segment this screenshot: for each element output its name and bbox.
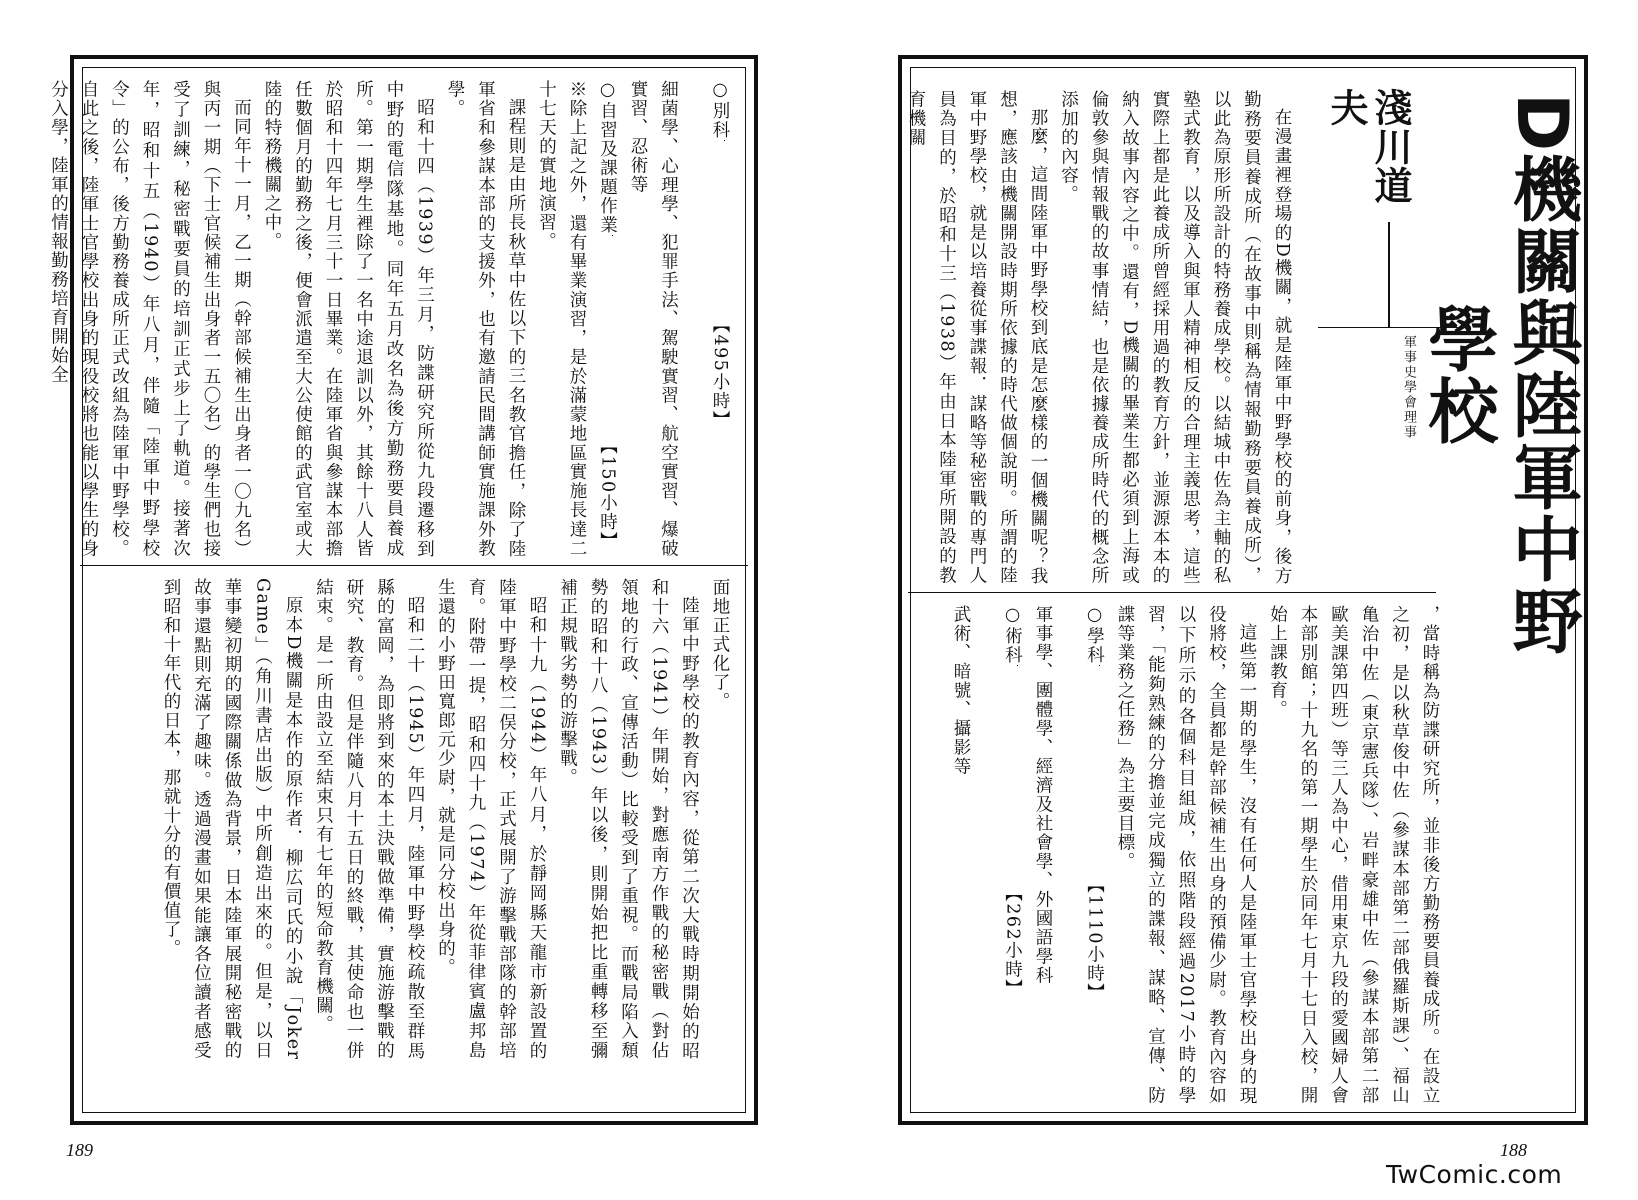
paragraph: 這些第一期的學生，沒有任何人是陸軍士官學校出身的現役將校，全員都是幹部候補生出身的預備少尉。教育內容如以下所示的各個科目組成，依照階段經過2017小時的學習，「能夠熟練的分擔並完成獨立的諜報、謀略、宣傳、防諜等業務之任務」為主要目標。 (1115, 605, 1257, 1105)
subject-rule (724, 140, 725, 316)
author-name: 淺川道夫 (1324, 88, 1412, 205)
subject-jutsuka (946, 605, 1028, 1105)
subject-content: 武術、暗號、攝影等 (951, 605, 971, 776)
paragraph: 在漫畫裡登場的D機關，就是陸軍中野學校的前身，後方勤務要員養成所（在故事中則稱為情報勤務要員養成所），以此為原形所設計的特務養成學校。以結城中佐為主軸的私塾式教育，以及導入與軍人精神相反的合理主義思考，這些實際上都是此養成所曾經採用過的教育方針，並源源本本的納入故事內容之中。還有，D機關的畢業生都必須到上海或倫敦參與情報戰的故事情結，也是依據養成所時代的概念所添加的內容。 (1058, 90, 1292, 585)
paragraph: 那麼，這間陸軍中野學校到底是怎麼樣的一個機關呢？我想，應該由機關開設時期所依據的時代做個說明。所謂的陸軍中野學校，就是以培養從事諜報．謀略等秘密戰的專門人員為目的，於昭和十三（1938）年由日本陸軍所開設的教育機關 (906, 90, 1048, 585)
subject-bekka (623, 80, 736, 558)
page-number-left: 189 (66, 1140, 93, 1160)
site-watermark: TwComic.com (1386, 1160, 1563, 1189)
subject-self-study (592, 80, 623, 558)
subject-label: ○學科 (1084, 605, 1105, 665)
paragraph: 面地正式化了。 (710, 578, 730, 711)
page-number-right: 188 (1500, 1140, 1527, 1160)
author-rule (1388, 222, 1390, 327)
left-page-lower-text (95, 578, 735, 1060)
right-page-upper-text (906, 90, 1297, 585)
author-title: 軍事史學會理事 (1401, 335, 1416, 440)
subject-gakka (1028, 605, 1110, 1105)
page-title: D機關與陸軍中野學校 (1417, 92, 1583, 658)
right-page-lower-text (925, 605, 1445, 1105)
subject-hours: 【1110小時】 (1084, 875, 1105, 1003)
left-page-upper-text (48, 80, 735, 558)
subject-content: 軍事學、團體學、經濟及社會學、外國語學科 (1033, 605, 1053, 985)
subject-hours: 【262小時】 (1002, 884, 1023, 999)
subject-label: ○自習及課題作業 (597, 80, 618, 235)
subject-rule (1099, 665, 1100, 876)
paragraph: 而同年十一月，乙一期（幹部候補生出身者一〇九名）與丙一期（下士官候補生出身者一五〇名）的學生們也接受了訓練，秘密戰要員的培訓正式步上了軌道。接著次年，昭和十五（1940）年八月，伴隨「陸軍中野學校令」的公布，後方勤務養成所正式改組為陸軍中野學校。自此之後，陸軍士官學校出身的現役校將也能以學生的身分入學，陸軍的情報勤務培育開始全 (48, 80, 252, 558)
paragraph: 昭和十四（1939）年三月，防諜研究所從九段遷移到中野的電信隊基地。同年五月改名為後方勤務要員養成所。第一期學生裡除了一名中途退訓以外，其餘十八人皆於昭和十四年七月三十一日畢業。在陸軍省與參謀本部擔任數個月的勤務之後，便會派遣至大公使館的武官室或大陸的特務機關之中。 (262, 80, 435, 558)
paragraph: 課程則是由所長秋草中佐以下的三名教官擔任，除了陸軍省和參謀本部的支援外，也有邀請民間講師實施課外教學。 (445, 80, 526, 558)
right-page-section-divider (908, 592, 1436, 593)
subject-rule (1017, 665, 1018, 885)
paragraph: ※除上記之外，還有畢業演習，是於滿蒙地區實施長達二十七天的實地演習。 (536, 80, 587, 558)
subject-hours: 【150小時】 (597, 436, 618, 551)
subject-label: ○別科 (710, 80, 730, 140)
subject-content: 細菌學、心理學、犯罪手法、駕駛實習、航空實習、爆破實習、忍術等 (628, 80, 679, 558)
paragraph: 昭和二十（1945）年四月，陸軍中野學校疏散至群馬縣的富岡，為即將到來的本土決戰做準備，實施游擊戰的研究、教育。但是伴隨八月十五日的終戰，其使命也一併結束。是一所由設立至結束只有七年的短命教育機關。 (313, 578, 425, 1060)
paragraph: 原本D機關是本作的原作者．柳広司氏的小說「Joker Game」（角川書店出版）中所創造出來的。但是，以日華事變初期的國際關係做為背景，日本陸軍展開秘密戰的故事還點則充滿了趣味。透過漫畫如果能讓各位讀者感受到昭和十年代的日本，那就十分的有價值了。 (161, 578, 303, 1060)
subject-rule (612, 235, 613, 437)
left-page-section-divider (80, 565, 748, 566)
paragraph: 陸軍中野學校的教育內容，從第二次大戰時期開始的昭和十六（1941）年開始，對應南方作戰的秘密戰（對佔領地的行政、宣傳活動）比較受到了重視。而戰局陷入頹勢的昭和十八（1943）年以後，則開始把比重轉移至彌補正規戰劣勢的游擊戰。 (557, 578, 700, 1060)
subject-label: ○術科 (1002, 605, 1023, 665)
paragraph: ，當時稱為防諜研究所，並非後方勤務要員養成所。在設立之初，是以秋草俊中佐（參謀本部第二部俄羅斯課）、福山亀治中佐（東京憲兵隊）、岩畔豪雄中佐（參謀本部第二部歐美課第四班）等三人為中心，借用東京九段的愛國婦人會本部別館；十九名的第一期學生於同年七月十七日入校，開始上課教育。 (1267, 605, 1440, 1105)
subject-hours: 【495小時】 (710, 315, 730, 430)
paragraph: 昭和十九（1944）年八月，於靜岡縣天龍市新設置的陸軍中野學校二俣分校，正式展開了游擊戰部隊的幹部培育。附帶一提，昭和四十九（1974）年從菲律賓盧邦島生還的小野田寬郎元少尉，就是同分校出身的。 (435, 578, 547, 1060)
author-rule-cap (1318, 327, 1458, 328)
